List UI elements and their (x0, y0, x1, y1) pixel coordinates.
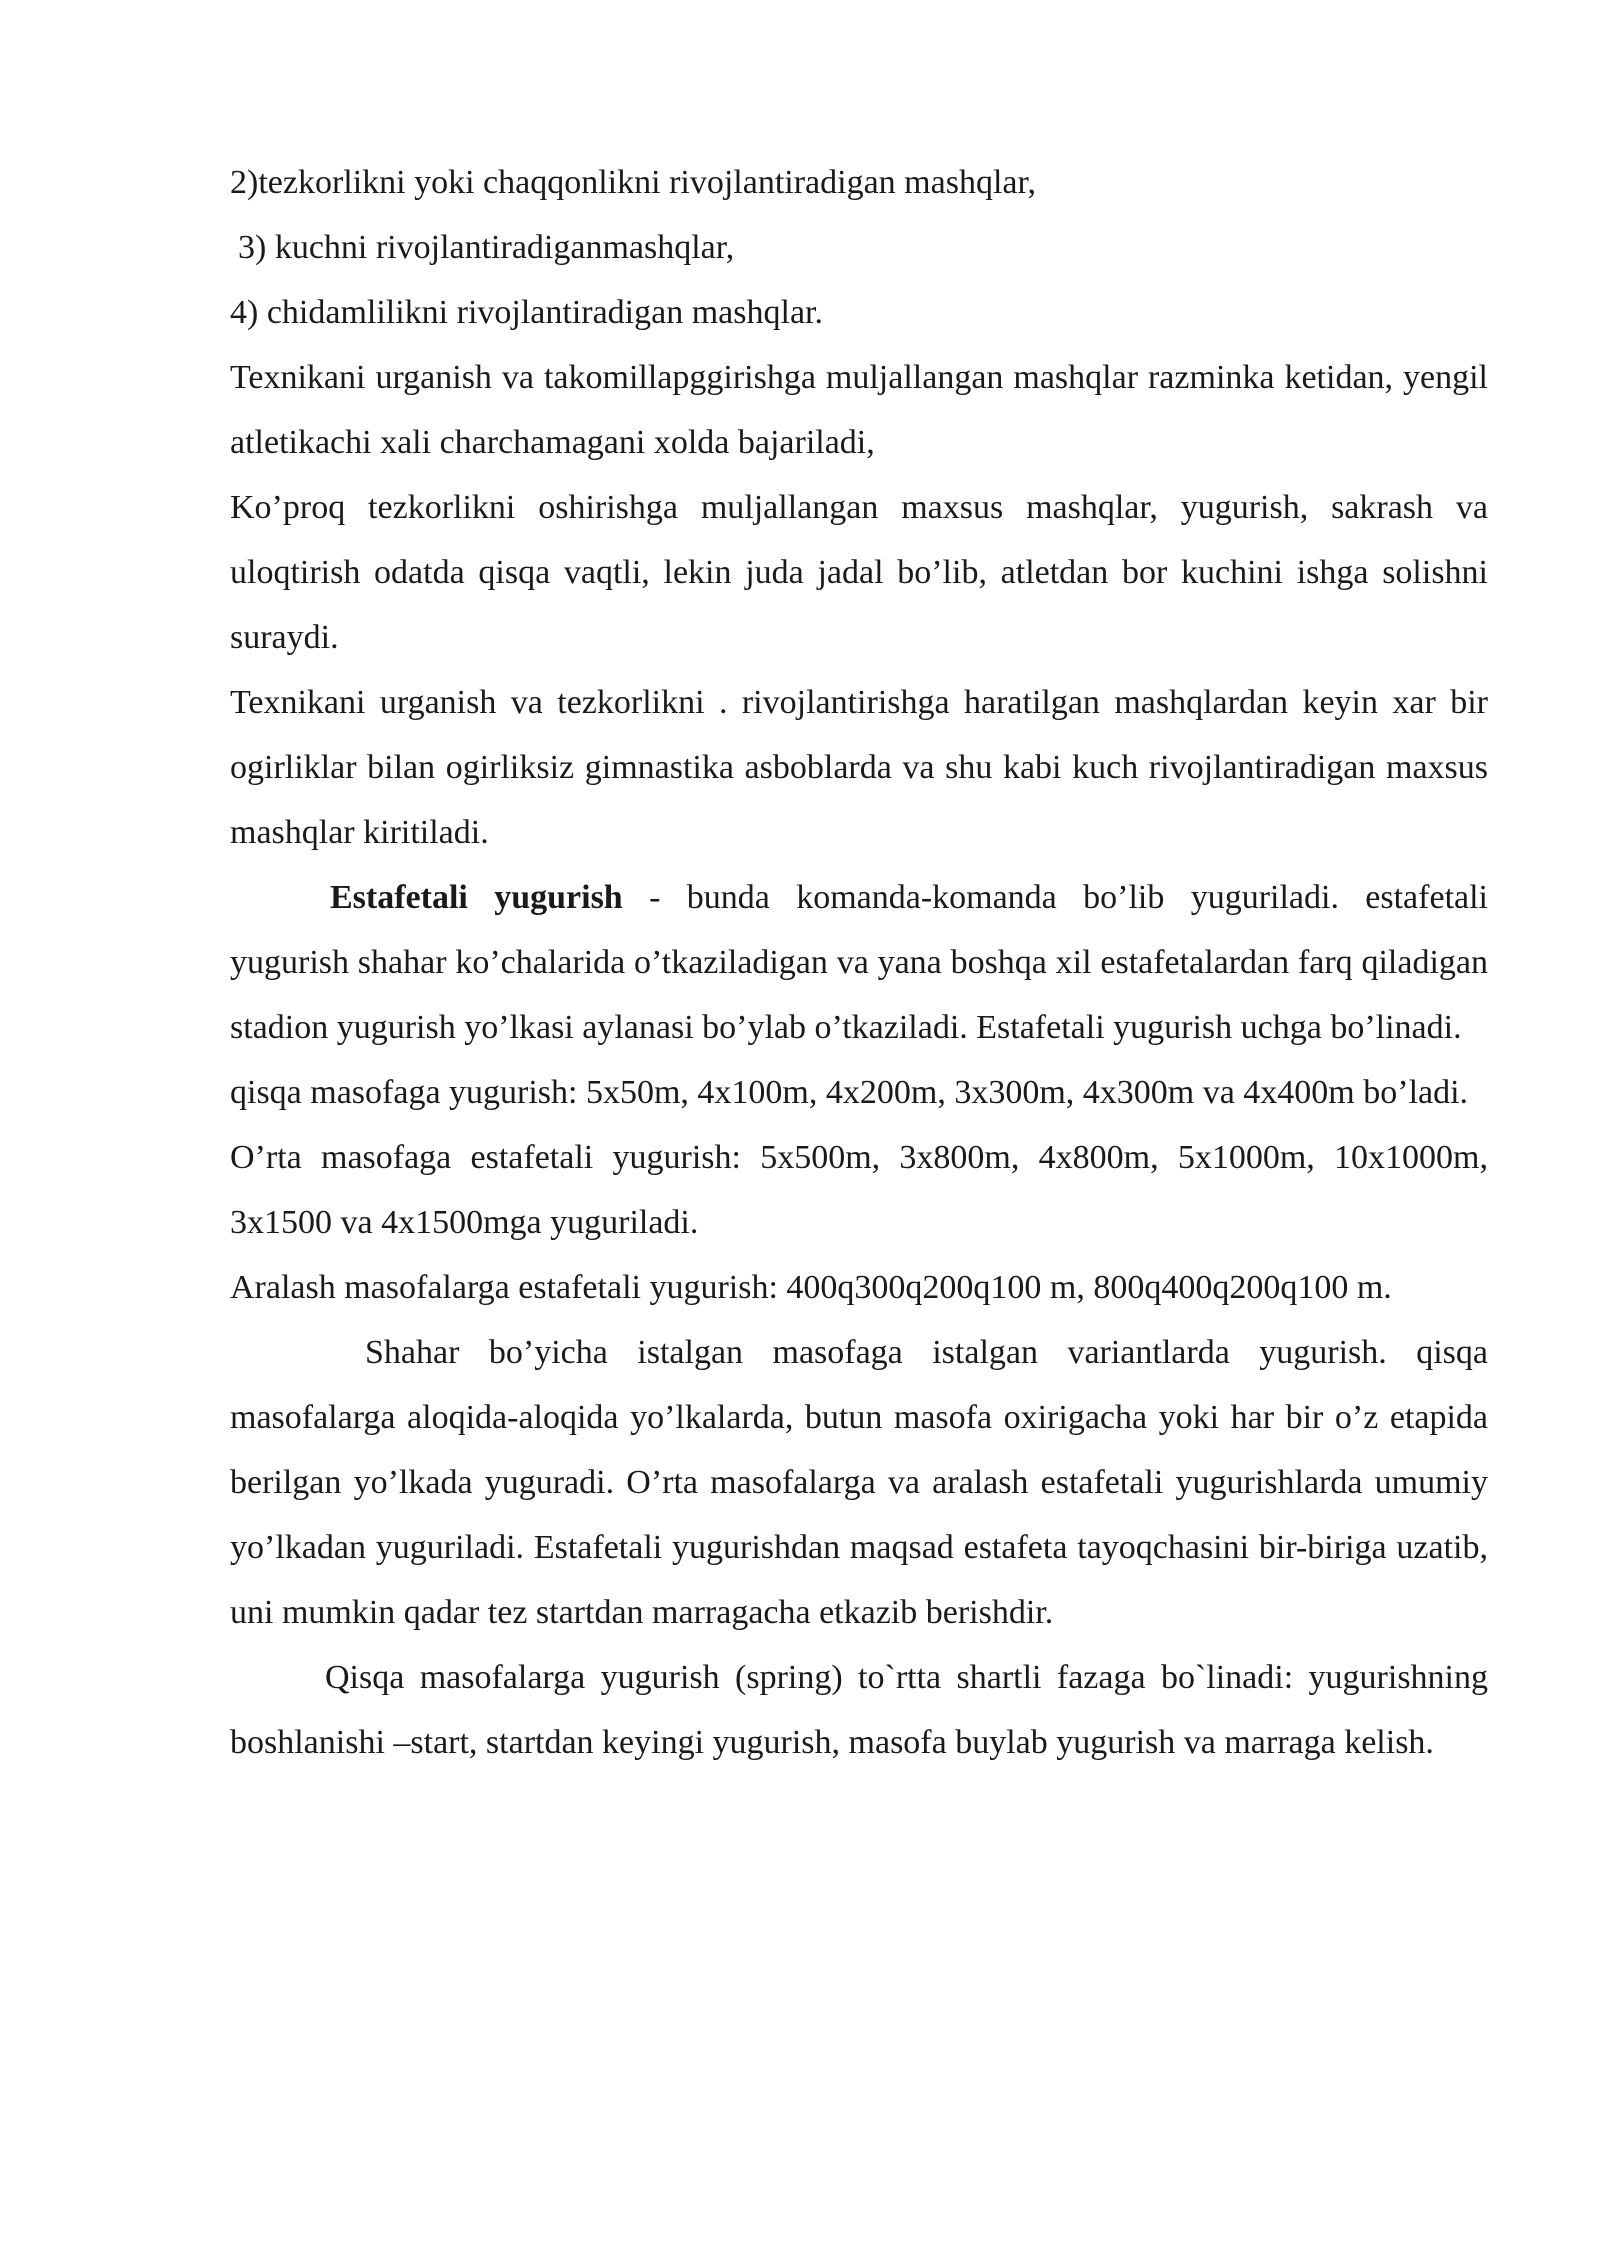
paragraph-strength-exercises: Texnikani urganish va tezkorlikni . rivojlantirishga haratilgan mashqlardan keyin xar bir ogirliklar bilan ogirliksiz gimnastika asboblarda va shu kabi kuch rivojlantiradigan maxsus mashqlar kiritiladi. (230, 684, 1488, 851)
list-item-strength: 3) kuchni rivojlantiradiganmashqlar, (238, 229, 735, 266)
paragraph-relay-definition (230, 865, 1488, 1060)
list-item-speed: 2)tezkorlikni yoki chaqqonlikni rivojlantiradigan mashqlar, (230, 164, 1036, 201)
paragraph-speed-exercises: Ko’proq tezkorlikni oshirishga muljallangan maxsus mashqlar, yugurish, sakrash va uloqtirish odatda qisqa vaqtli, lekin juda jadal bo’lib, atletdan bor kuchini ishga solishni suraydi. (230, 489, 1488, 656)
paragraph-technique: Texnikani urganish va takomillapggirishga muljallangan mashqlar razminka ketidan, yengil atletikachi xali charchamagani xolda bajariladi, (230, 359, 1488, 461)
relay-type-middle: O’rta masofaga estafetali yugurish: 5x500m, 3x800m, 4x800m, 5x1000m, 10x1000m, 3x1500 va 4x1500mga yuguriladi. (230, 1139, 1488, 1241)
document-body (230, 150, 1488, 1775)
paragraph-sprint-phases: Qisqa masofalarga yugurish (spring) to`rtta shartli fazaga bo`linadi: yugurishning boshlanishi –start, startdan keyingi yugurish, masofa buylab yugurish va marraga kelish. (230, 1659, 1488, 1761)
relay-definition-text: - bunda komanda-komanda bo’lib yuguriladi. estafetali yugurish shahar ko’chalarida o’tkaziladigan va yana boshqa xil estafetalardan farq qiladigan stadion yugurish yo’lkasi aylanasi bo’ylab o’tkaziladi. Estafetali yugurish uchga bo’linadi. (230, 879, 1488, 1046)
relay-type-mixed: Aralash masofalarga estafetali yugurish: 400q300q200q100 m, 800q400q200q100 m. (230, 1269, 1392, 1306)
relay-type-short: qisqa masofaga yugurish: 5x50m, 4x100m, 4x200m, 3x300m, 4x300m va 4x400m bo’ladi. (230, 1074, 1469, 1111)
list-item-endurance: 4) chidamlilikni rivojlantiradigan mashqlar. (230, 294, 823, 331)
relay-term: Estafetali yugurish (330, 879, 623, 916)
paragraph-city-running: Shahar bo’yicha istalgan masofaga istalgan variantlarda yugurish. qisqa masofalarga aloqida-aloqida yo’lkalarda, butun masofa oxirigacha yoki har bir o’z etapida berilgan yo’lkada yuguradi. O’rta masofalarga va aralash estafetali yugurishlarda umumiy yo’lkadan yuguriladi. Estafetali yugurishdan maqsad estafeta tayoqchasini bir-biriga uzatib, uni mumkin qadar tez startdan marragacha etkazib berishdir. (230, 1334, 1488, 1631)
